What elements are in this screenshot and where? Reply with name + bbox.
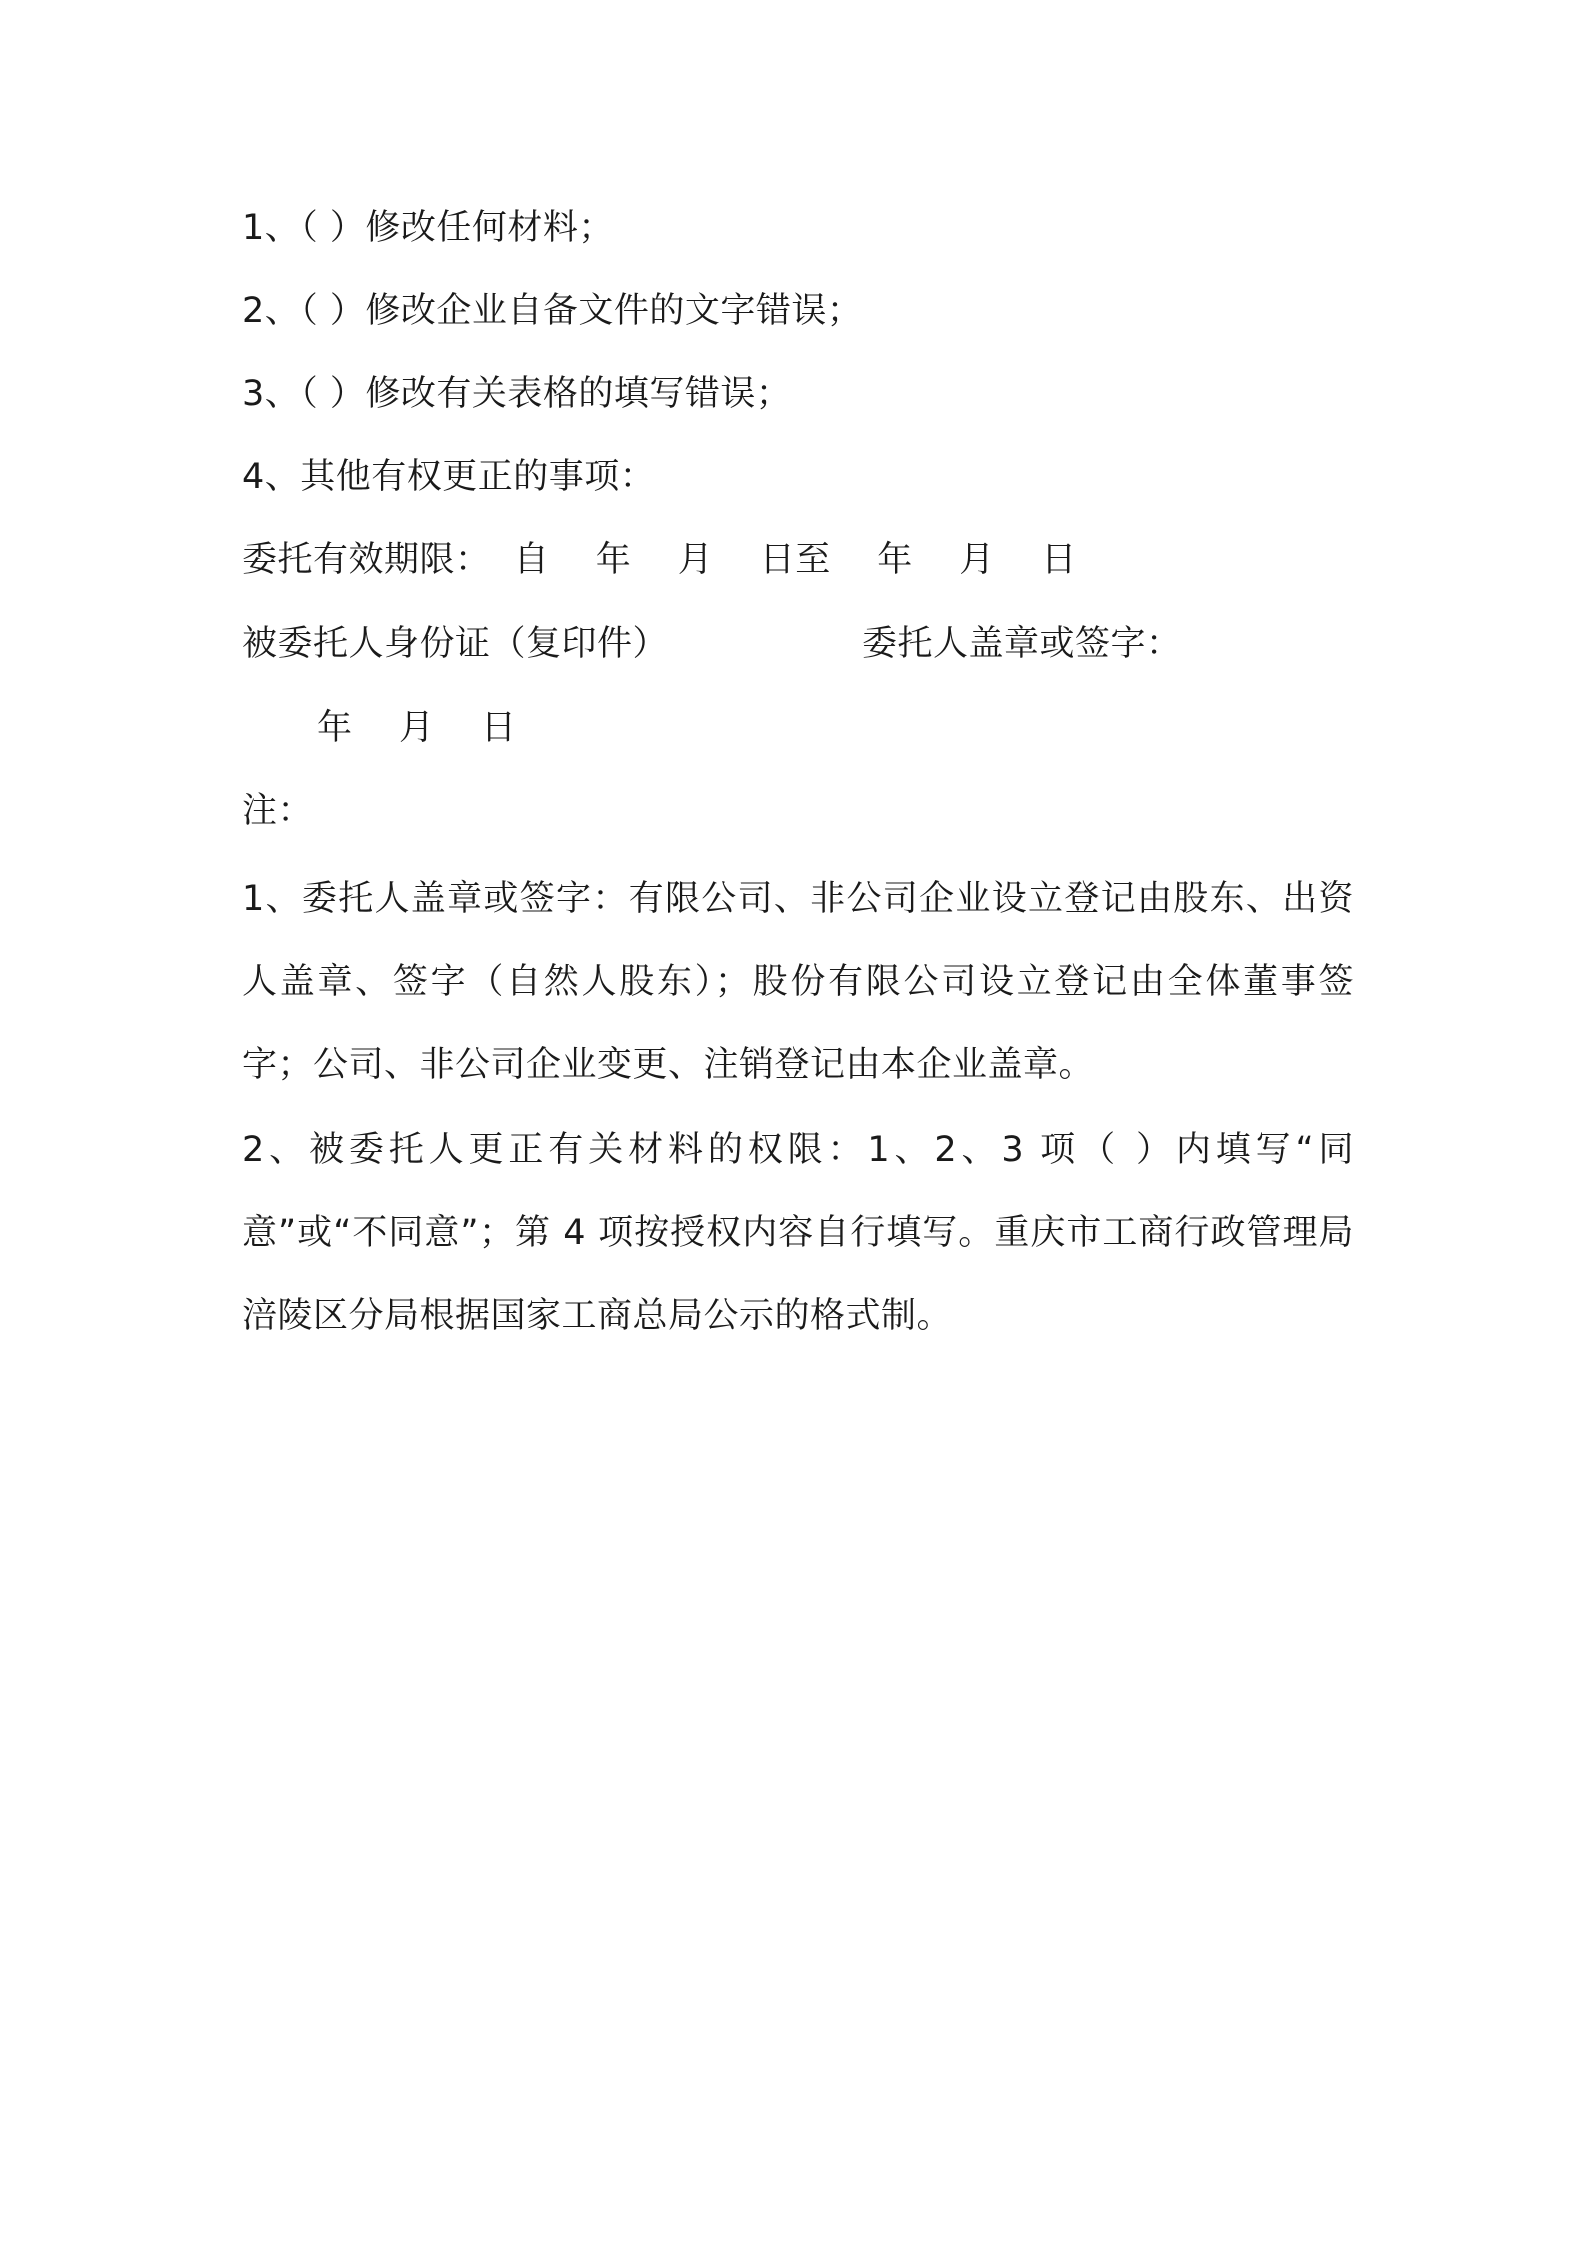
date-line: 年 月 日: [317, 708, 517, 748]
trustee-id-copy: 被委托人身份证（复印件）: [242, 624, 669, 664]
note-title: 注：: [242, 791, 314, 831]
delegator-signature-label: 委托人盖章或签字：: [862, 624, 1182, 664]
item-1: 1、（ ）修改任何材料；: [242, 208, 614, 248]
item-3: 3、（ ）修改有关表格的填写错误；: [242, 374, 792, 414]
validity-period: 委托有效期限： 自 年 月 日至 年 月 日: [242, 540, 1077, 580]
item-4: 4、其他有权更正的事项：: [242, 457, 656, 497]
note-2: 2、被委托人更正有关材料的权限：1、2、3 项（ ）内填写“同意”或“不同意”；第 4 项按授权内容自行填写。重庆市工商行政管理局涪陵区分局根据国家工商总局公示的格式制。: [242, 1130, 1354, 1336]
note-1: 1、委托人盖章或签字：有限公司、非公司企业设立登记由股东、出资人盖章、签字（自然人股东）；股份有限公司设立登记由全体董事签字；公司、非公司企业变更、注销登记由本企业盖章。: [242, 879, 1354, 1085]
item-2: 2、（ ）修改企业自备文件的文字错误；: [242, 291, 863, 331]
